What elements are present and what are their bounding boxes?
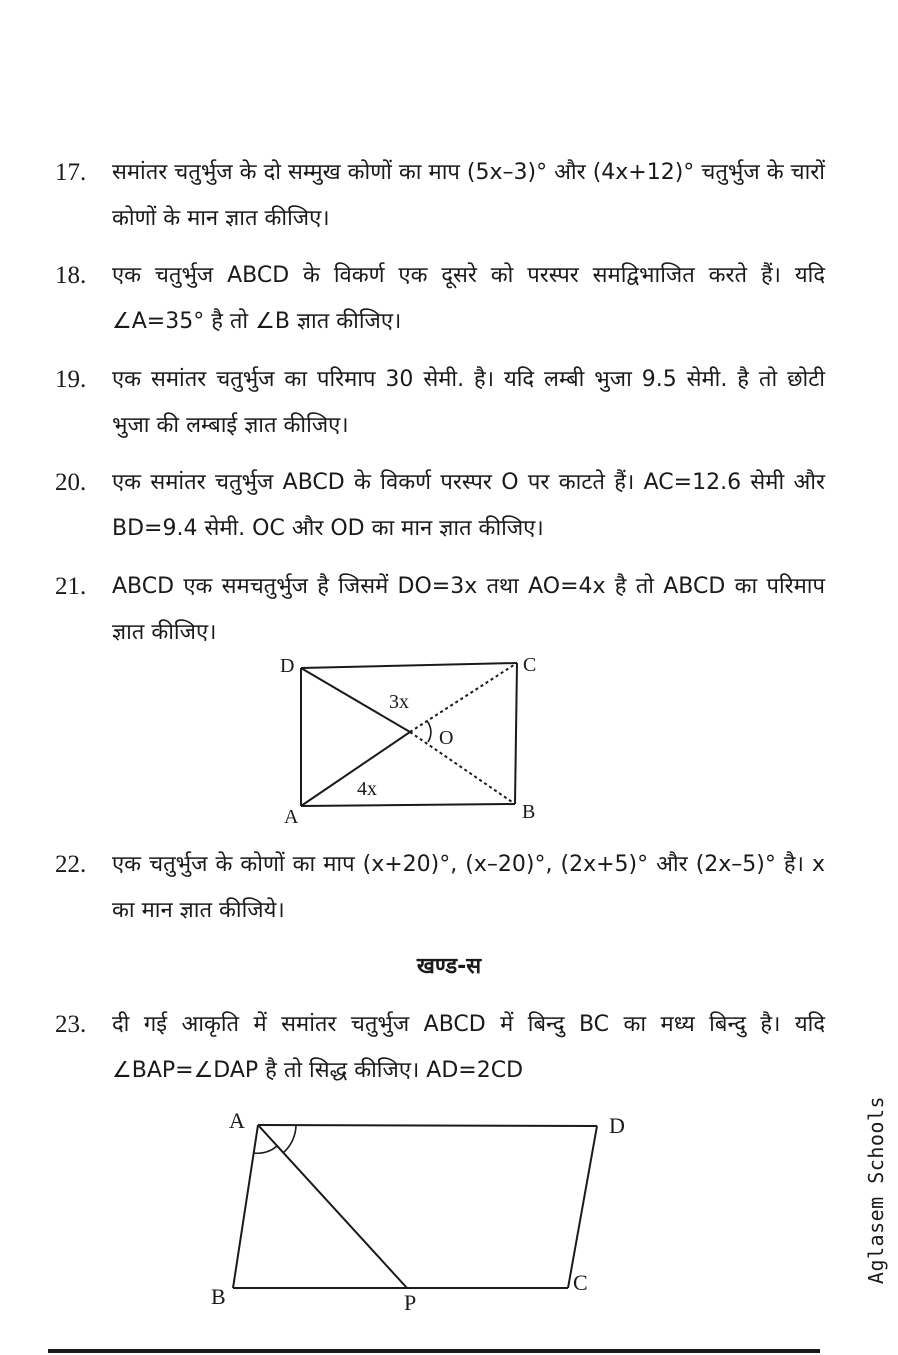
label-c: C — [523, 654, 537, 676]
section-heading: खण्ड-स — [416, 954, 482, 979]
segment-ap — [258, 1125, 407, 1288]
question-number: 20. — [55, 469, 87, 496]
label-c: C — [573, 1270, 588, 1295]
label-d: D — [609, 1113, 625, 1138]
question-text: ABCD एक समचतुर्भुज है जिसमें DO=3x तथा AO=4x है तो ABCD का परिमाप ज्ञात कीजिए। — [112, 574, 825, 645]
label-3x: 3x — [389, 691, 409, 713]
question-text: एक समांतर चतुर्भुज का परिमाप 30 सेमी. है। यदि लम्बी भुजा 9.5 सेमी. है तो छोटी भुजा की लम्बाई ज्ञात कीजिए। — [112, 367, 825, 438]
bottom-rule — [48, 1349, 820, 1353]
question-number: 22. — [55, 851, 87, 878]
label-a: A — [229, 1108, 245, 1133]
label-o: O — [439, 727, 454, 749]
question-number: 18. — [55, 262, 87, 289]
question-number: 19. — [55, 366, 87, 393]
question-text: एक चतुर्भुज के कोणों का माप (x+20)°, (x–20)°, (2x+5)° और (2x–5)° है। x का मान ज्ञात कीजिये। — [112, 852, 825, 923]
side-ad — [258, 1125, 597, 1126]
label-a: A — [284, 806, 299, 828]
angle-arc-bap — [254, 1146, 277, 1153]
question-text: एक चतुर्भुज ABCD के विकर्ण एक दूसरे को परस्पर समद्विभाजित करते हैं। यदि ∠A=35° है तो ∠B ज्ञात कीजिए। — [112, 263, 825, 334]
question-text: दी गई आकृति में समांतर चतुर्भुज ABCD में बिन्दु BC का मध्य बिन्दु है। यदि ∠BAP=∠DAP है तो सिद्ध कीजिए। AD=2CD — [112, 1012, 825, 1083]
label-p: P — [404, 1290, 417, 1315]
label-4x: 4x — [357, 778, 377, 800]
label-d: D — [280, 655, 295, 677]
side-ba — [233, 1125, 258, 1288]
side-dc — [568, 1126, 597, 1288]
angle-arc-dap — [283, 1126, 296, 1153]
question-number: 21. — [55, 573, 87, 600]
watermark: Aglasem Schools — [864, 1095, 888, 1285]
label-b: B — [522, 801, 536, 823]
question-number: 23. — [55, 1011, 87, 1038]
question-number: 17. — [55, 159, 87, 186]
question-text: एक समांतर चतुर्भुज ABCD के विकर्ण परस्पर O पर काटते हैं। AC=12.6 सेमी और BD=9.4 सेमी. OC और OD का मान ज्ञात कीजिए। — [112, 470, 825, 541]
label-b: B — [211, 1284, 226, 1309]
question-text: समांतर चतुर्भुज के दो सम्मुख कोणों का माप (5x–3)° और (4x+12)° चतुर्भुज के चारों कोणों के मान ज्ञात कीजिए। — [112, 160, 825, 231]
